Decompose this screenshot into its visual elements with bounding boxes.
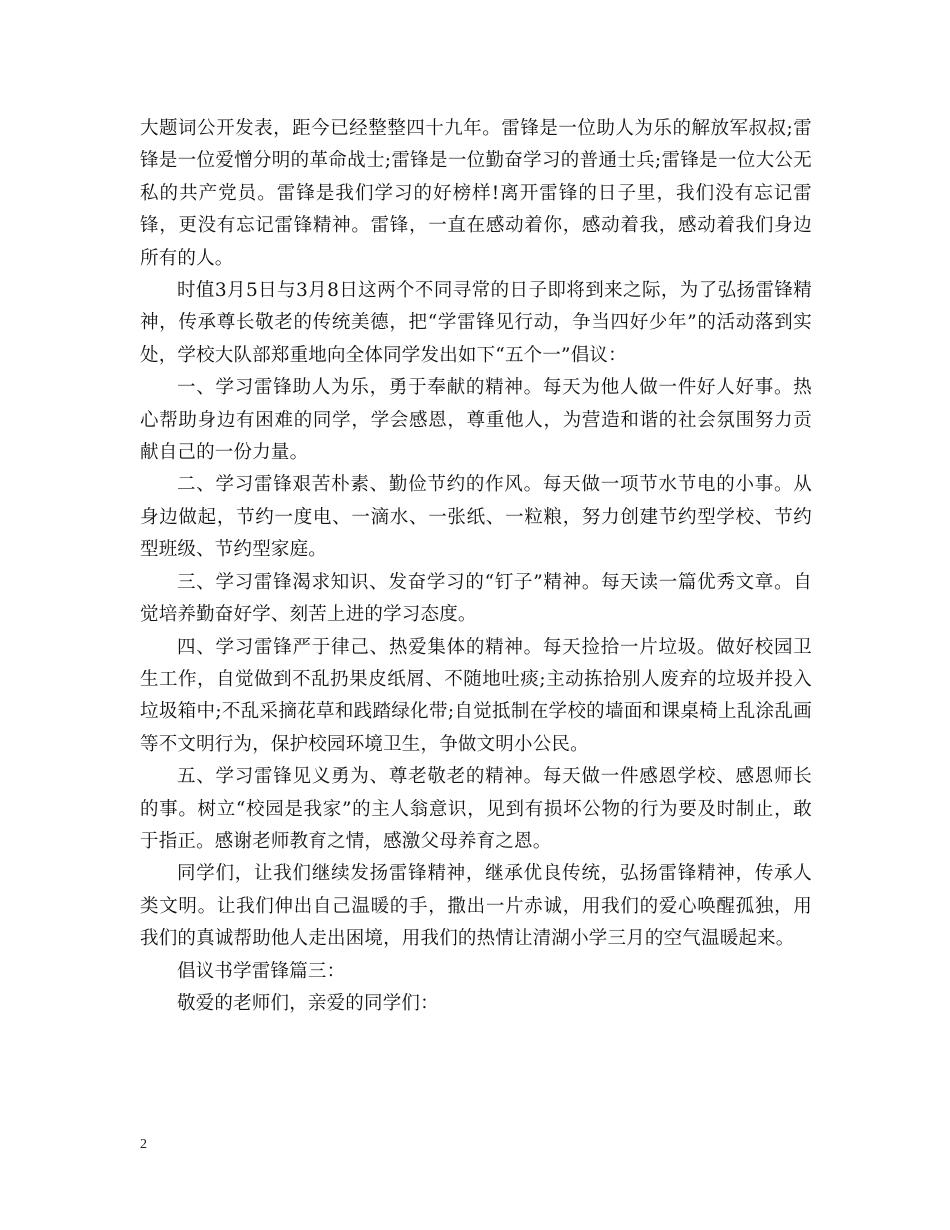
- paragraph-3: 一、学习雷锋助人为乐，勇于奉献的精神。每天为他人做一件好人好事。热心帮助身边有困难的同学，学会感恩，尊重他人，为营造和谐的社会氛围努力贡献自己的一份力量。: [140, 377, 812, 464]
- paragraph-6: 四、学习雷锋严于律己、热爱集体的精神。每天捡拾一片垃圾。做好校园卫生工作，自觉做到不乱扔果皮纸屑、不随地吐痰;主动拣拾别人废弃的垃圾并投入垃圾箱中;不乱采摘花草和践踏绿化带;自觉抵制在学校的墙面和课桌椅上乱涂乱画等不文明行为，保护校园环境卫生，争做文明小公民。: [140, 636, 812, 755]
- document-page: [140, 113, 812, 1020]
- salutation: 敬爱的老师们，亲爱的同学们：: [177, 992, 439, 1014]
- paragraph-5: 三、学习雷锋渴求知识、发奋学习的“钉子”精神。每天读一篇优秀文章。自觉培养勤奋好学、刻苦上进的学习态度。: [140, 571, 812, 626]
- paragraph-7: 五、学习雷锋见义勇为、尊老敬老的精神。每天做一件感恩学校、感恩师长的事。树立“校园是我家”的主人翁意识，见到有损坏公物的行为要及时制止，敢于指正。感谢老师教育之情，感激父母养育之恩。: [140, 766, 812, 852]
- paragraph-2: 时值3月5日与3月8日这两个不同寻常的日子即将到来之际，为了弘扬雷锋精神，传承尊长敬老的传统美德，把“学雷锋见行动，争当四好少年”的活动落到实处，学校大队部郑重地向全体同学发出如下“五个一”倡议：: [140, 280, 812, 366]
- paragraph-4: 二、学习雷锋艰苦朴素、勤俭节约的作风。每天做一项节水节电的小事。从身边做起，节约一度电、一滴水、一张纸、一粒粮，努力创建节约型学校、节约型班级、节约型家庭。: [140, 474, 812, 561]
- section-heading: 倡议书学雷锋篇三：: [177, 960, 346, 982]
- paragraph-8: 同学们，让我们继续发扬雷锋精神，继承优良传统，弘扬雷锋精神，传承人类文明。让我们伸出自己温暖的手，撒出一片赤诚，用我们的爱心唤醒孤独，用我们的真诚帮助他人走出困境，用我们的热情让清湖小学三月的空气温暖起来。: [140, 863, 812, 950]
- paragraph-1: 大题词公开发表，距今已经整整四十九年。雷锋是一位助人为乐的解放军叔叔;雷锋是一位爱憎分明的革命战士;雷锋是一位勤奋学习的普通士兵;雷锋是一位大公无私的共产党员。雷锋是我们学习的好榜样!离开雷锋的日子里，我们没有忘记雷锋，更没有忘记雷锋精神。雷锋，一直在感动着你，感动着我，感动着我们身边所有的人。: [140, 118, 812, 269]
- page-number: 2: [140, 1137, 147, 1152]
